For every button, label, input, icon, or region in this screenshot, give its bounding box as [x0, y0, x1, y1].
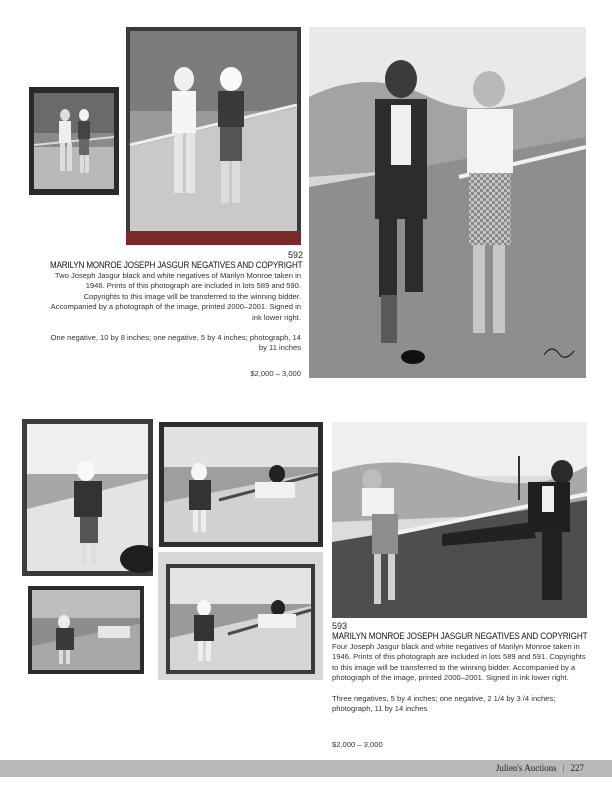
lot-593-title: MARILYN MONROE JOSEPH JASGUR NEGATIVES AND COPYRIGHT: [332, 631, 588, 641]
lot-593-description: Four Joseph Jasgur black and white negatives of Marilyn Monroe taken in 1946. Prints of this photograph are included in lots 589 and 591. Copyrights to this image will be transferred to the winning bidder. Accompanied by a photograph of the image, printed 2000–2001. Signed in ink lower right.: [332, 642, 586, 683]
footer-page-number: 227: [570, 763, 584, 773]
lot-592-large-negative-image: [126, 27, 301, 245]
lot-592-title: MARILYN MONROE JOSEPH JASGUR NEGATIVES AND COPYRIGHT: [50, 260, 303, 270]
footer-separator: |: [562, 763, 565, 773]
lot-593-estimate: $2,000 – 3,000: [332, 740, 383, 749]
lot-592-description-block: [48, 271, 301, 364]
lot-593-number: 593: [332, 621, 348, 631]
lot-592-small-negative-image: [29, 87, 119, 195]
lot-592-description: Two Joseph Jasgur black and white negatives of Marilyn Monroe taken in 1946. Prints of this photograph are included in lots 589 and 590. Copyrights to this image will be transferred to the winning bidder. Accompanied by a photograph of the image, printed 2000–2001. Signed in ink lower right.: [50, 271, 301, 322]
lot-592-number: 592: [288, 250, 304, 260]
lot-593-dimensions: Three negatives, 5 by 4 inches; one negative, 2 1/4 by 3 /4 inches; photograph, 11 by 14 inches: [332, 693, 556, 714]
footer-publisher: Julien's Auctions: [495, 763, 557, 773]
lot-592-photograph-print-image: [309, 27, 586, 378]
lot-592-estimate: $2,000 – 3,000: [250, 369, 301, 378]
lot-593-negative-1-image: [22, 419, 153, 576]
lot-593-photograph-print-image: [332, 422, 587, 618]
footer-bar: [0, 760, 612, 777]
lot-593-negative-4-image: [158, 552, 323, 680]
lot-593-negative-2-image: [159, 422, 323, 547]
lot-592-dimensions: One negative, 10 by 8 inches; one negative, 5 by 4 inches; photograph, 14 by 11 inches: [50, 333, 301, 353]
footer-text: [496, 763, 584, 773]
lot-593-description-block: [332, 642, 586, 724]
lot-593-negative-3-image: [28, 586, 144, 674]
